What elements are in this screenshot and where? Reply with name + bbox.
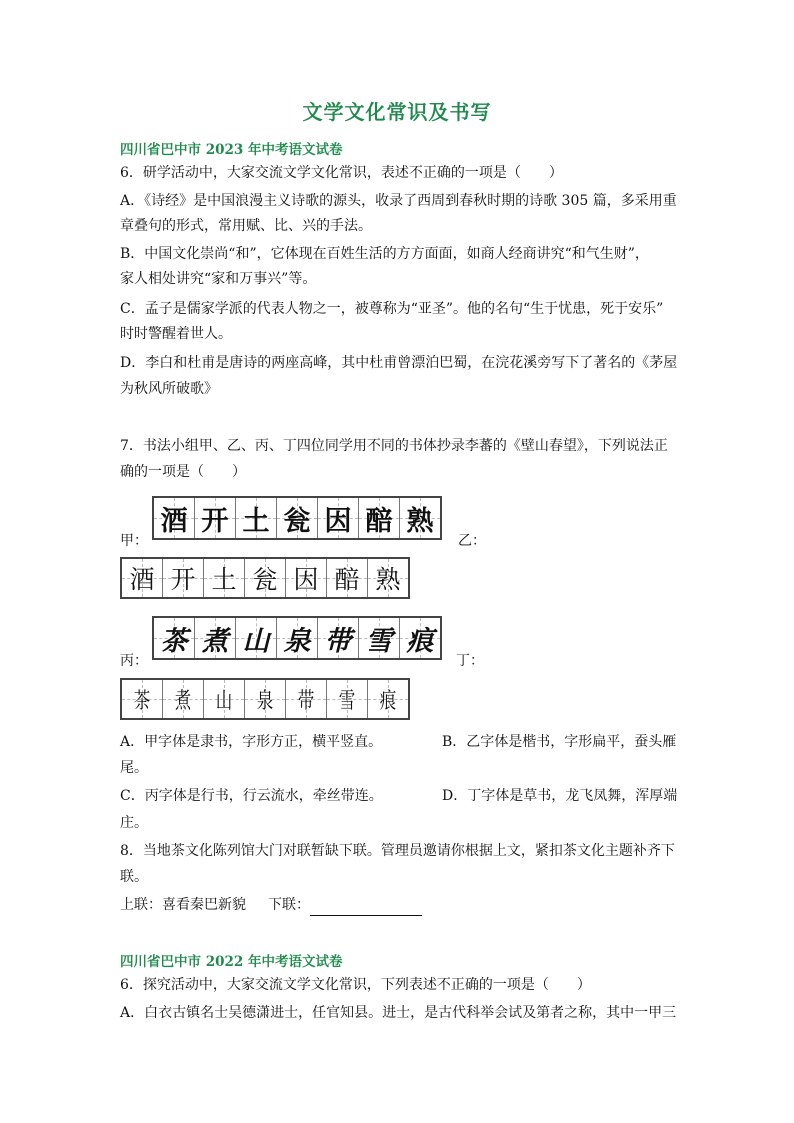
q8-lower-label: 下联： <box>268 897 310 913</box>
q6-option-c-line1: C．孟子是儒家学派的代表人物之一，被尊称为“亚圣”。他的名句“生于忧患，死于安乐” <box>120 301 664 317</box>
label-yi: 乙： <box>458 533 486 549</box>
calligraphy-cell: 山 <box>236 618 277 658</box>
calligraphy-cell: 雪 <box>359 618 400 658</box>
q6-option-b-line1: B．中国文化崇尚“和”，它体现在百姓生活的方方面面，如商人经商讲究“和气生财”， <box>120 246 649 262</box>
q7-option-c: C．丙字体是行书，行云流水，牵丝带连。 <box>120 788 383 804</box>
calligraphy-cell: 土 <box>236 498 277 538</box>
q7-option-b-line1: B．乙字体是楷书，字形扁平，蚕头雁 <box>442 734 677 750</box>
section-heading-2022: 四川省巴中市 2022 年中考语文试卷 <box>120 954 343 970</box>
calligraphy-cell: 煮 <box>195 618 236 658</box>
q6b-stem: 6．探究活动中，大家交流文学文化常识，下列表述不正确的一项是（ ） <box>120 977 591 993</box>
calligraphy-cell: 瓮 <box>277 498 318 538</box>
q7-option-a: A．甲字体是隶书，字形方正，横平竖直。 <box>120 734 383 750</box>
calligraphy-cell: 泉 <box>245 680 286 718</box>
calligraphy-cell: 瓮 <box>245 559 286 597</box>
q6-stem: 6．研学活动中，大家交流文学文化常识，表述不正确的一项是（ ） <box>120 165 563 181</box>
label-jia: 甲： <box>120 533 148 549</box>
calligraphy-cell: 酒 <box>122 559 163 597</box>
q8-stem-line1: 8．当地茶文化陈列馆大门对联暂缺下联。管理员邀请你根据上文，紧扣茶文化主题补齐下 <box>120 843 675 859</box>
calligraphy-row-bing <box>152 616 442 660</box>
calligraphy-cell: 带 <box>318 618 359 658</box>
q6-option-a-line1: A．《诗经》是中国浪漫主义诗歌的源头，收录了西周到春秋时期的诗歌 305 篇，多采用重 <box>120 193 677 209</box>
q6-option-c-line2: 时时警醒着世人。 <box>120 326 232 342</box>
calligraphy-cell: 因 <box>286 559 327 597</box>
calligraphy-cell: 痕 <box>368 680 408 718</box>
calligraphy-cell: 开 <box>195 498 236 538</box>
calligraphy-cell: 山 <box>204 680 245 718</box>
q7-stem-line2: 确的一项是（ ） <box>120 464 246 480</box>
q6-option-d-line1: D．李白和杜甫是唐诗的两座高峰，其中杜甫曾漂泊巴蜀，在浣花溪旁写下了著名的《茅屋 <box>120 355 678 371</box>
q8-stem-line2: 联。 <box>120 869 148 885</box>
q7-option-d-line2: 庄。 <box>120 815 148 831</box>
calligraphy-cell: 酒 <box>154 498 195 538</box>
calligraphy-cell: 茶 <box>122 680 163 718</box>
q6b-option-a-line1: A．白衣古镇名士吴德潇进士，任官知县。进士，是古代科举会试及第者之称，其中一甲三 <box>120 1005 677 1021</box>
calligraphy-cell: 熟 <box>368 559 408 597</box>
label-ding: 丁： <box>456 653 484 669</box>
calligraphy-row-yi <box>120 557 410 599</box>
calligraphy-cell: 痕 <box>400 618 440 658</box>
label-bing: 丙： <box>120 653 148 669</box>
calligraphy-row-ding <box>120 678 410 720</box>
answer-blank[interactable] <box>310 901 422 916</box>
q7-stem-line1: 7．书法小组甲、乙、丙、丁四位同学用不同的书体抄录李蕃的《壁山春望》，下列说法正 <box>120 438 668 454</box>
calligraphy-cell: 茶 <box>154 618 195 658</box>
q8-couplet <box>120 894 680 916</box>
calligraphy-cell: 开 <box>163 559 204 597</box>
q8-upper-couplet: 上联：喜看秦巴新貌 <box>120 897 246 913</box>
q6-option-b-line2: 家人相处讲究“家和万事兴”等。 <box>120 271 317 287</box>
page-title: 文学文化常识及书写 <box>302 100 492 124</box>
q6-option-a-line2: 章叠句的形式，常用赋、比、兴的手法。 <box>120 218 372 234</box>
q7-option-b-line2: 尾。 <box>120 760 148 776</box>
calligraphy-cell: 因 <box>318 498 359 538</box>
calligraphy-cell: 带 <box>286 680 327 718</box>
calligraphy-cell: 煮 <box>163 680 204 718</box>
q7-option-d-line1: D．丁字体是草书，龙飞凤舞，浑厚端 <box>442 788 678 804</box>
calligraphy-cell: 熟 <box>400 498 440 538</box>
q6-option-d-line2: 为秋风所破歌》 <box>120 381 218 397</box>
section-heading-2023: 四川省巴中市 2023 年中考语文试卷 <box>120 142 343 158</box>
calligraphy-cell: 雪 <box>327 680 368 718</box>
calligraphy-cell: 醅 <box>359 498 400 538</box>
calligraphy-cell: 土 <box>204 559 245 597</box>
calligraphy-row-jia <box>152 496 442 540</box>
calligraphy-cell: 泉 <box>277 618 318 658</box>
calligraphy-cell: 醅 <box>327 559 368 597</box>
